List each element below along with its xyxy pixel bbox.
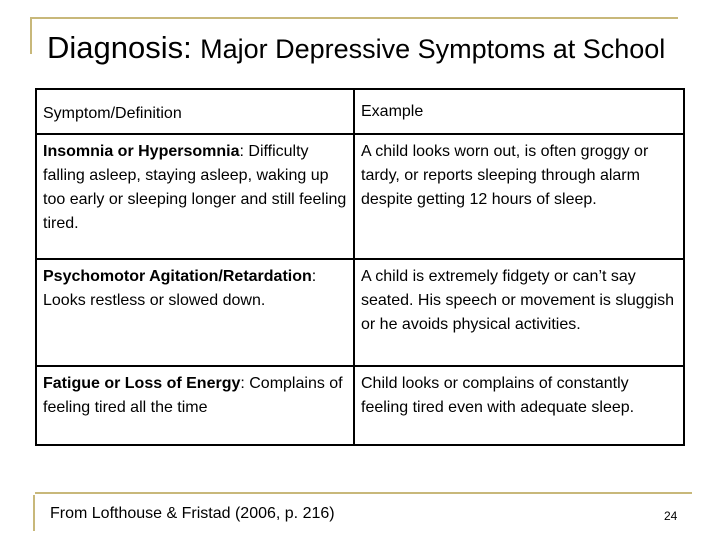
symptom-term: Fatigue or Loss of Energy bbox=[43, 375, 241, 392]
table-header-row bbox=[36, 89, 684, 134]
symptom-definition: : Difficulty falling asleep, staying asleep, waking up too early or sleeping longer and still feeling tired. bbox=[43, 143, 347, 232]
example-cell: A child looks worn out, is often groggy or tardy, or reports sleeping through alarm despite getting 12 hours of sleep. bbox=[354, 134, 684, 259]
slide-title bbox=[47, 30, 707, 67]
header-example: Example bbox=[354, 89, 684, 134]
table-row bbox=[36, 366, 684, 445]
slide-title-rest: Major Depressive Symptoms at School bbox=[200, 34, 666, 64]
header-symptom-definition: Symptom/Definition bbox=[36, 89, 354, 134]
symptom-term: Psychomotor Agitation/Retardation bbox=[43, 268, 312, 285]
symptom-definition: : Complains of feeling tired all the time bbox=[43, 375, 343, 416]
symptom-cell bbox=[36, 134, 354, 259]
slide-title-lead: Diagnosis: bbox=[47, 30, 192, 65]
top-border-line bbox=[30, 17, 678, 19]
citation-text: From Lofthouse & Fristad (2006, p. 216) bbox=[50, 505, 335, 522]
symptom-cell bbox=[36, 259, 354, 366]
table-row bbox=[36, 134, 684, 259]
footer-left-border-line bbox=[33, 495, 35, 531]
footer-border-line bbox=[35, 492, 692, 494]
example-cell: A child is extremely fidgety or can’t say seated. His speech or movement is sluggish or he avoids physical activities. bbox=[354, 259, 684, 366]
page-number: 24 bbox=[664, 509, 678, 523]
symptom-cell bbox=[36, 366, 354, 445]
example-cell: Child looks or complains of constantly feeling tired even with adequate sleep. bbox=[354, 366, 684, 445]
symptom-table bbox=[35, 88, 685, 446]
symptom-term: Insomnia or Hypersomnia bbox=[43, 143, 240, 160]
symptom-definition: : Looks restless or slowed down. bbox=[43, 268, 317, 309]
left-border-line bbox=[30, 17, 32, 54]
table-row bbox=[36, 259, 684, 366]
